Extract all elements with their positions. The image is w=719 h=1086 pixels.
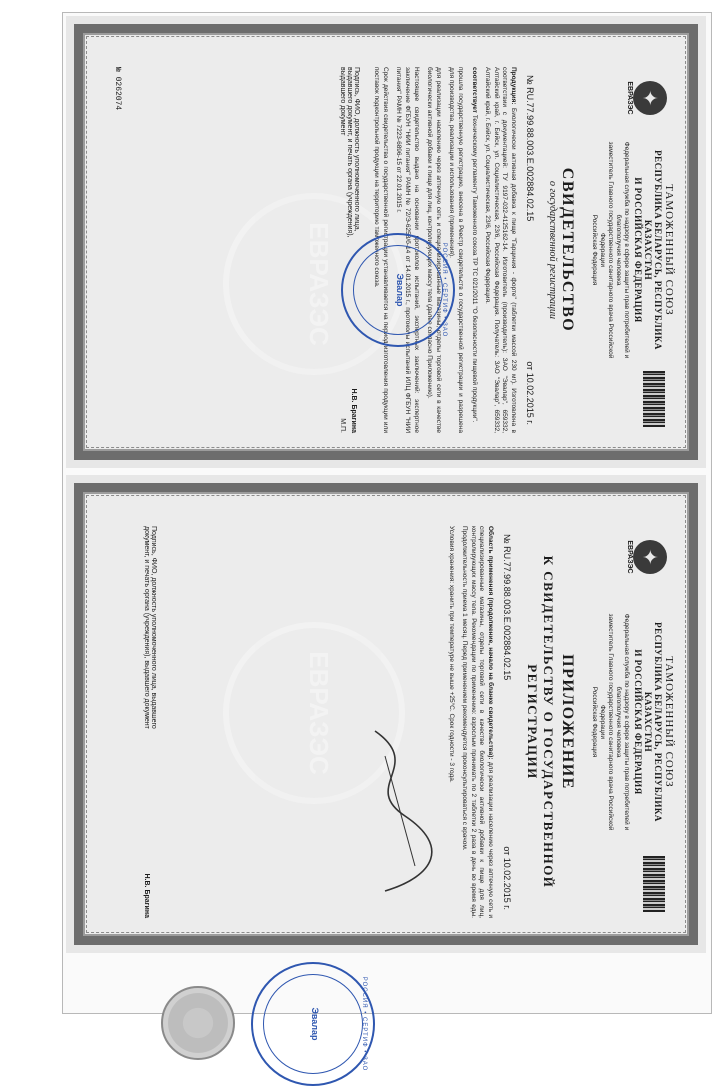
service-line-1: Федеральная служба по надзору в сфере защиты прав потребителей и благополучия человека — [615, 141, 630, 359]
signature-caption: Подпись, ФИО, должность уполномоченного лица, выдавшего документ, и печать органа (учреждения), выдавшего документ — [143, 526, 157, 729]
eurasec-emblem — [617, 534, 667, 580]
official-seal — [161, 986, 235, 1060]
signer-name: Н.В. Брагина — [349, 388, 357, 433]
service-line-2: заместитель Главного государственного санитарного врача Российской Федерации — [599, 613, 614, 831]
number-label: № — [502, 534, 512, 544]
watermark: ЕВРАЗЭС — [223, 622, 405, 804]
compliance-text: Техническому регламенту Таможенного союза ТР ТС 021/2011 "О безопасности пищевой продукции". — [470, 114, 478, 423]
signer-name: Н.В. Брагина — [143, 873, 150, 918]
certificate-document — [66, 16, 706, 468]
seal-text: Эвалар — [394, 273, 405, 307]
serial-number: № 0262074 — [113, 67, 122, 111]
date-label: от — [502, 846, 512, 856]
company-seal — [341, 233, 455, 347]
appendix-title-line-2: К СВИДЕТЕЛЬСТВУ О ГОСУДАРСТВЕННОЙ РЕГИСТРАЦИИ — [525, 555, 556, 889]
product-text: Биологически активная добавка к пище "Гарциния - форте" (таблетки массой 230 мг). Изготовлена в соответствии с документацией: ТУ 9197-032-4125162-14. Изготовитель (производитель): ЗАО "Эвалар", 659332, Алтайский край, г. Бийск, ул. Социалистическая, 23/6, Российская Федерация. Получатель: ЗАО "Эвалар", 659332, Алтайский край, г. Бийск, ул. Социалистическая, 23/6, Российская Федерация. — [484, 67, 517, 433]
republics-line-1: РЕСПУБЛИКА БЕЛАРУСЬ, РЕСПУБЛИКА КАЗАХСТАН — [643, 150, 663, 350]
registration-date: 10.02.2015 г. — [525, 372, 535, 425]
seal-ring-text: РОССИЯ • СЕРТИФ • ЗАО — [441, 242, 447, 338]
registration-text: прошла государственную регистрацию, внесена в Реестр свидетельств о государственной регистрации и разрешена для производства, реализации и использования (применения). — [448, 67, 465, 433]
registration-number-row — [502, 526, 512, 918]
appendix-document — [66, 475, 706, 1072]
document-subtitle: о государственной регистрации — [547, 180, 558, 320]
eagle-icon: ✦ — [633, 540, 667, 574]
union-heading: ТАМОЖЕННЫЙ СОЮЗ — [663, 656, 675, 788]
watermark: ЕВРАЗЭС — [223, 193, 405, 375]
company-seal — [251, 962, 375, 1086]
appendix-rotated-content — [83, 492, 705, 1072]
registration-number: RU.77.99.88.003.E.002884.02.15 — [525, 87, 535, 222]
number-label: № — [525, 75, 535, 85]
service-line-2: заместитель Главного государственного санитарного врача Российской Федерации — [599, 141, 614, 359]
security-barcode — [643, 856, 665, 912]
certificate-rotated-content — [83, 33, 705, 467]
republics-line-1: РЕСПУБЛИКА БЕЛАРУСЬ, РЕСПУБЛИКА КАЗАХСТАН — [643, 622, 663, 822]
scope-text: для реализации населению через аптечную сеть и специализированные магазины, отделы торговой сети в качестве биологически активной добавки к пище для лиц, контролирующих массу тела. Рекомендации по применению: взрослым принимать по 2 таблетки 2 раза в день во время еды. Продолжительность приема 1 месяц. Перед применением рекомендуется проконсультироваться с врачом. — [461, 526, 494, 918]
republics-line-2: И РОССИЙСКАЯ ФЕДЕРАЦИЯ — [633, 649, 643, 795]
validity-text: Срок действия свидетельства о государственной регистрации устанавливается на период изготовления продукции или поставок подконтрольной продукции на территорию таможенного союза. — [373, 67, 389, 433]
compliance-label: соответствует — [470, 67, 478, 113]
registration-number: RU.77.99.88.003.E.002884.02.15 — [502, 546, 512, 681]
signature-caption: Подпись, ФИО, должность уполномоченного лица, выдавшего документ, и печать органа (учреждения), выдавшего документ — [338, 67, 360, 238]
service-line-3: Российская Федерация — [591, 214, 598, 286]
seal-text: Эвалар — [310, 1007, 321, 1041]
product-label: Продукция: — [510, 67, 517, 105]
emblem-label: ЕВРАЗЭС — [626, 540, 633, 574]
scope-label: Область применения (продолжение, начало на бланке свидетельства): — [487, 526, 494, 760]
stamp-place-label: М.П. — [338, 418, 346, 433]
registration-number-row — [525, 67, 535, 433]
service-line-1: Федеральная служба по надзору в сфере защиты прав потребителей и благополучия человека — [615, 613, 630, 831]
storage-text: Условия хранения: хранить при температуре не выше +25°С. Срок годности - 3 года. — [447, 526, 455, 783]
appendix-title-line-1: ПРИЛОЖЕНИЕ — [559, 654, 576, 790]
appendix-frame — [74, 483, 698, 1072]
date-label: от — [525, 361, 535, 371]
eagle-icon: ✦ — [633, 81, 667, 115]
union-heading: ТАМОЖЕННЫЙ СОЮЗ — [663, 184, 675, 316]
seal-ring-text: РОССИЯ • СЕРТИФ • ЗАО — [361, 976, 367, 1072]
emblem-label: ЕВРАЗЭС — [626, 81, 633, 115]
scope-text: для реализации населению через аптечную сеть и специализированные магазины, отделы торговой сети в качестве биологически активной добавки к пище для лиц, контролирующих массу тела (далее согласно Приложению). — [426, 67, 442, 433]
security-barcode — [643, 371, 665, 427]
eurasec-emblem — [617, 75, 667, 121]
certificate-frame — [74, 24, 698, 460]
registration-date: 10.02.2015 г. — [502, 857, 512, 910]
basis-text: Настоящее свидетельство выдано на основании протоколов испытаний, экспертных заключений: экспертное заключение ФГБУН "НИИ питания" РАМН № 72/Э-6258/б-14 от 14.01.2015 г., протоколы испытаний ИЛЦ ФГБУН "НИИ питания" РАМН № 7223-6896-15 от 22.01.2015 г. — [395, 67, 420, 433]
document-title: СВИДЕТЕЛЬСТВО — [559, 167, 576, 333]
handwritten-signature — [355, 726, 445, 896]
service-line-3: Российская Федерация — [591, 686, 598, 758]
republics-line-2: И РОССИЙСКАЯ ФЕДЕРАЦИЯ — [633, 177, 643, 323]
